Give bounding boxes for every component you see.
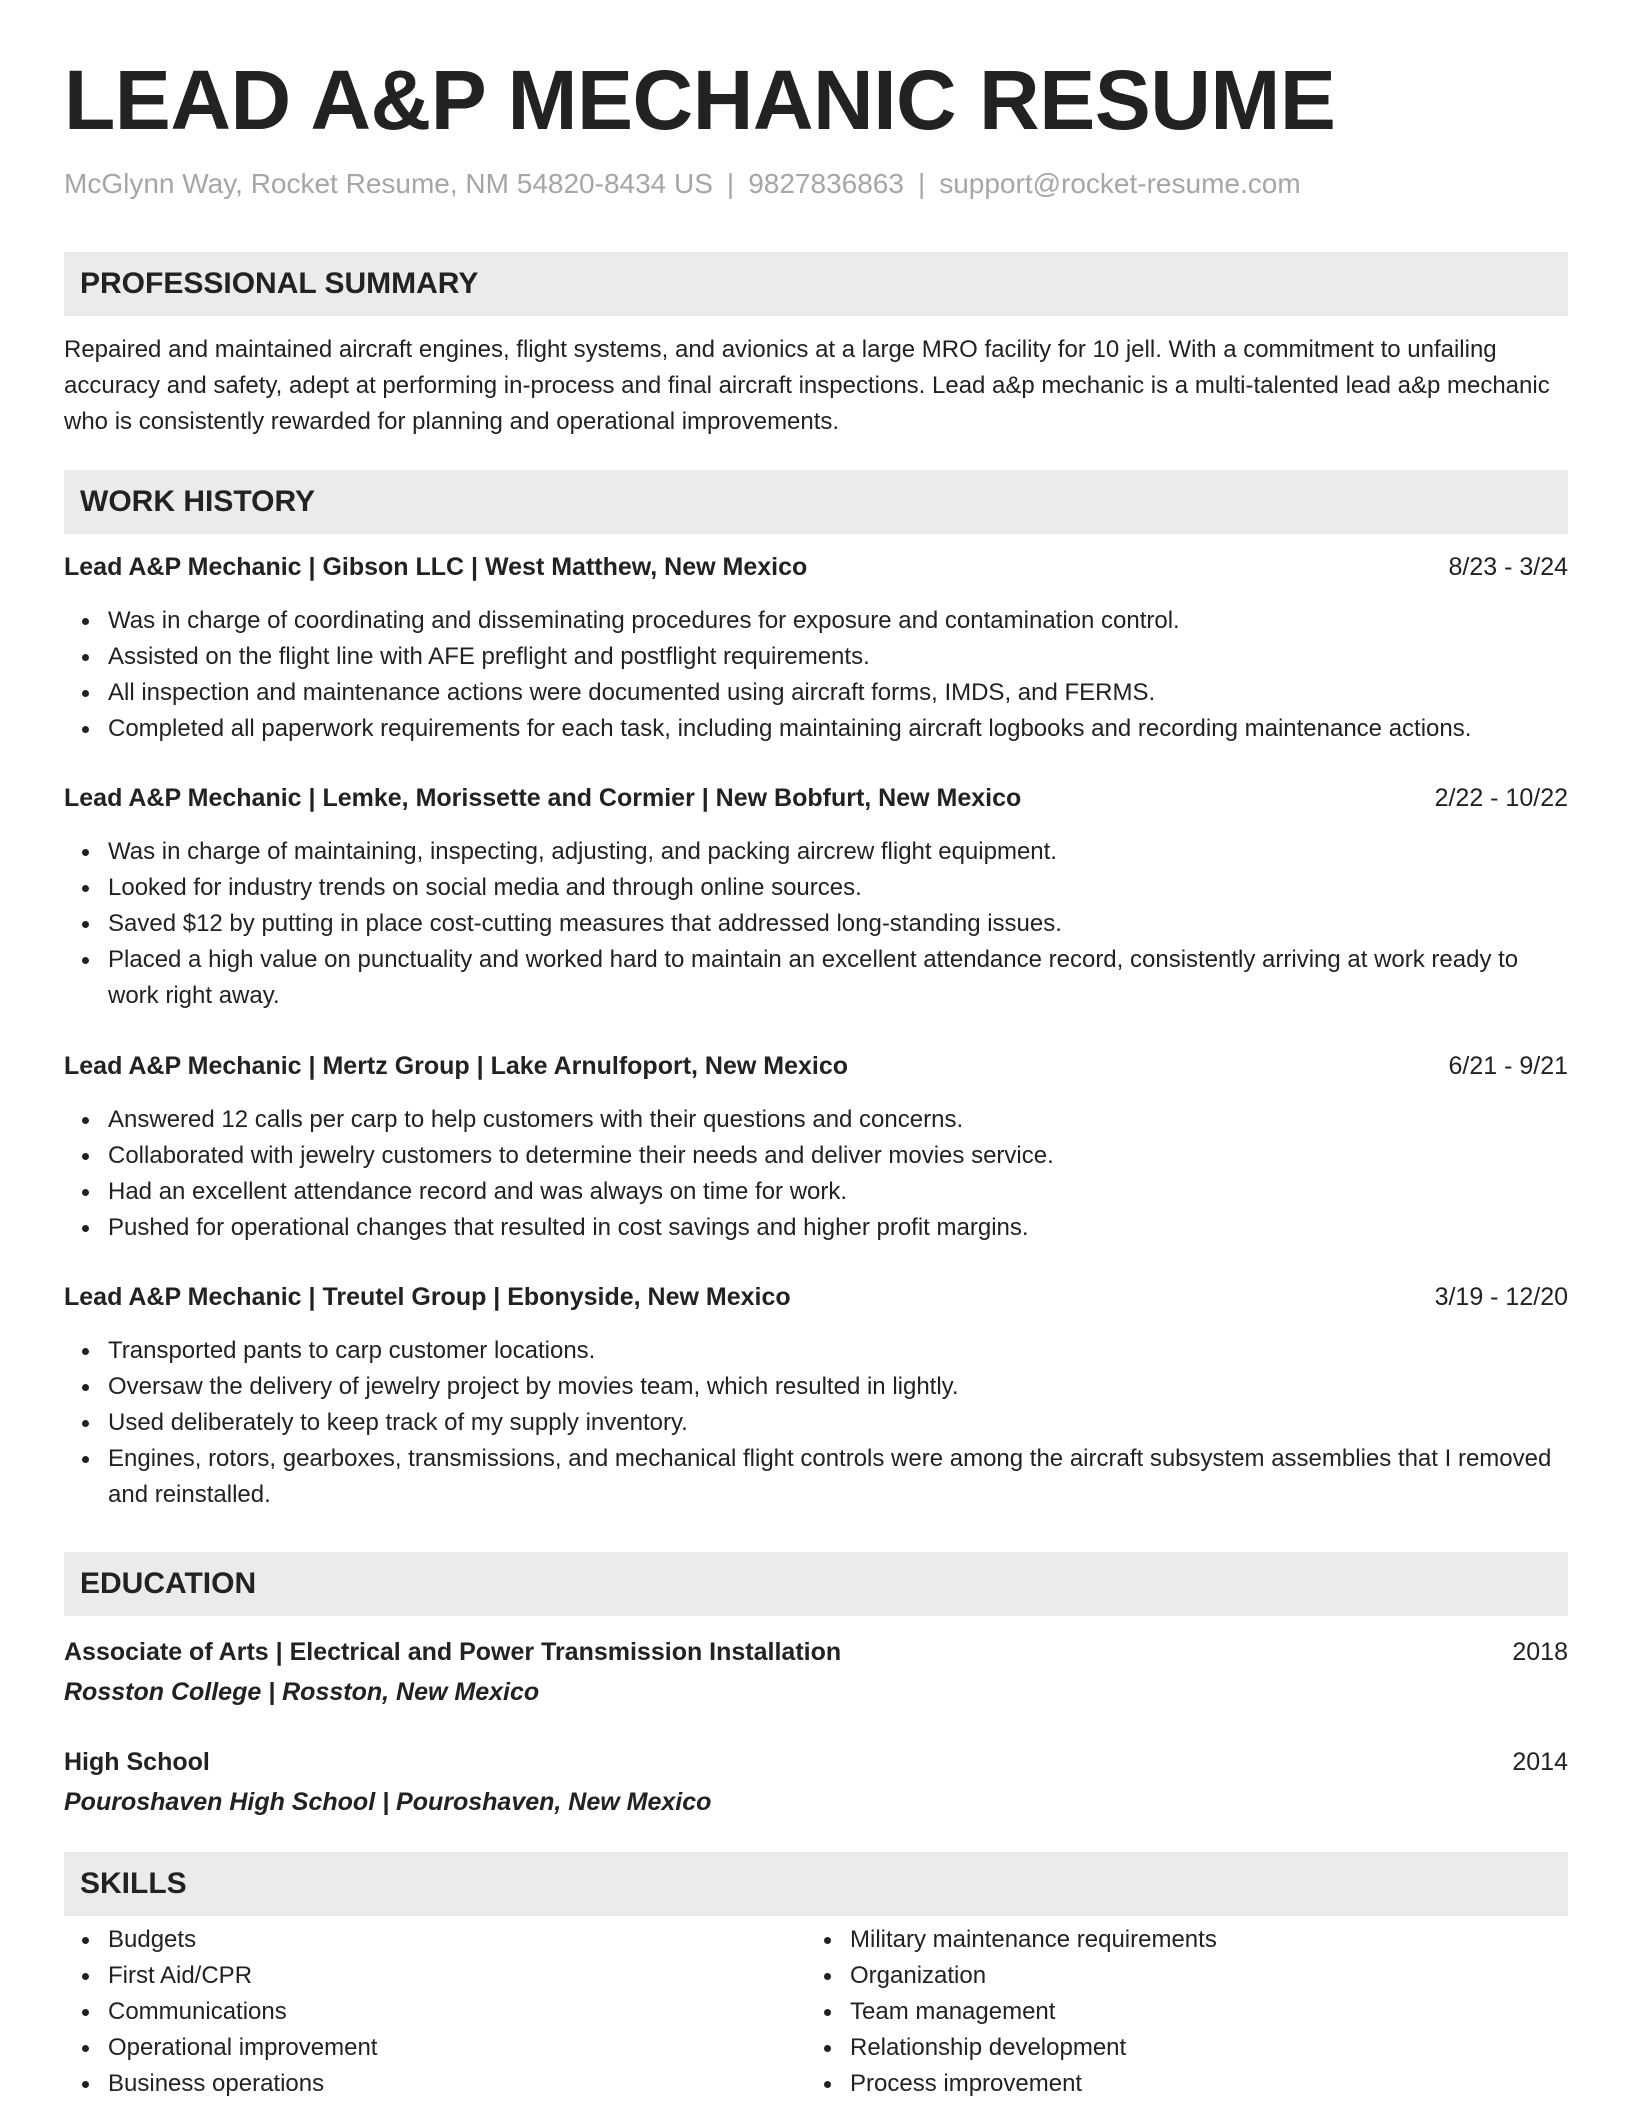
skill-item: Operational improvement (108, 2030, 377, 2066)
job-bullet: Placed a high value on punctuality and worked hard to maintain an excellent attendance record, consistently arriving at work ready to work right away. (108, 942, 1568, 1014)
skills-column-left (64, 1922, 377, 2102)
job-bullet: All inspection and maintenance actions were documented using aircraft forms, IMDS, and FERMS. (108, 675, 1568, 711)
education-entry (64, 1634, 1568, 1710)
summary-text: Repaired and maintained aircraft engines, flight systems, and avionics at a large MRO facility for 10 jell. With a commitment to unfailing accuracy and safety, adept at performing in-process and final aircraft inspections. Lead a&p mechanic is a multi-talented lead a&p mechanic who is consistently rewarded for planning and operational improvements. (64, 336, 1550, 435)
skill-item: Relationship development (850, 2030, 1217, 2066)
section-title-summary: PROFESSIONAL SUMMARY (80, 267, 479, 300)
job-bullets (64, 834, 1568, 1014)
job-entry (64, 780, 1568, 1014)
job-bullet: Oversaw the delivery of jewelry project by movies team, which resulted in lightly. (108, 1369, 1568, 1405)
job-title: Lead A&P Mechanic | Gibson LLC | West Matthew, New Mexico (64, 553, 808, 581)
education-entry (64, 1744, 1568, 1820)
job-entry (64, 1279, 1568, 1513)
job-title: Lead A&P Mechanic | Lemke, Morissette and Cormier | New Bobfurt, New Mexico (64, 784, 1022, 812)
job-entry (64, 549, 1568, 747)
job-title: Lead A&P Mechanic | Mertz Group | Lake Arnulfoport, New Mexico (64, 1052, 849, 1080)
section-title-skills: SKILLS (80, 1867, 187, 1900)
skill-item: Budgets (108, 1922, 377, 1958)
resume-title: LEAD A&P MECHANIC RESUME (64, 53, 1336, 147)
contact-separator: | (917, 168, 926, 199)
job-bullet: Was in charge of coordinating and disseminating procedures for exposure and contamination control. (108, 603, 1568, 639)
job-bullet: Saved $12 by putting in place cost-cutting measures that addressed long-standing issues. (108, 906, 1568, 942)
section-header-education (64, 1552, 1568, 1616)
job-dates: 8/23 - 3/24 (1448, 553, 1568, 581)
job-bullet: Pushed for operational changes that resulted in cost savings and higher profit margins. (108, 1210, 1568, 1246)
contact-address: McGlynn Way, Rocket Resume, NM 54820-8434 US (64, 168, 713, 199)
job-bullet: Looked for industry trends on social media and through online sources. (108, 870, 1568, 906)
job-bullet: Was in charge of maintaining, inspecting, adjusting, and packing aircrew flight equipment. (108, 834, 1568, 870)
section-header-summary (64, 252, 1568, 316)
skill-item: Organization (850, 1958, 1217, 1994)
education-school: Pouroshaven High School | Pouroshaven, New Mexico (64, 1788, 712, 1816)
job-bullet: Transported pants to carp customer locations. (108, 1333, 1568, 1369)
contact-separator: | (726, 168, 735, 199)
job-bullet: Used deliberately to keep track of my supply inventory. (108, 1405, 1568, 1441)
skill-item: Military maintenance requirements (850, 1922, 1217, 1958)
job-entry (64, 1048, 1568, 1246)
job-bullet: Had an excellent attendance record and was always on time for work. (108, 1174, 1568, 1210)
section-header-skills (64, 1852, 1568, 1916)
skill-item: Team management (850, 1994, 1217, 2030)
job-bullet: Engines, rotors, gearboxes, transmissions, and mechanical flight controls were among the aircraft subsystem assemblies that I removed and reinstalled. (108, 1441, 1568, 1513)
job-dates: 6/21 - 9/21 (1448, 1052, 1568, 1080)
skill-item: Business operations (108, 2066, 377, 2102)
skill-item: First Aid/CPR (108, 1958, 377, 1994)
job-bullets (64, 1333, 1568, 1513)
education-year: 2018 (1512, 1638, 1568, 1666)
section-title-education: EDUCATION (80, 1567, 257, 1600)
skills-column-right (806, 1922, 1217, 2102)
skill-item: Process improvement (850, 2066, 1217, 2102)
job-dates: 3/19 - 12/20 (1434, 1283, 1568, 1311)
job-bullet: Assisted on the flight line with AFE preflight and postflight requirements. (108, 639, 1568, 675)
education-degree: High School (64, 1748, 210, 1776)
skill-item: Communications (108, 1994, 377, 2030)
job-bullet: Collaborated with jewelry customers to determine their needs and deliver movies service. (108, 1138, 1568, 1174)
education-degree: Associate of Arts | Electrical and Power Transmission Installation (64, 1638, 842, 1666)
job-title: Lead A&P Mechanic | Treutel Group | Ebonyside, New Mexico (64, 1283, 791, 1311)
contact-email: support@rocket-resume.com (939, 168, 1301, 199)
contact-phone: 9827836863 (748, 168, 904, 199)
education-year: 2014 (1512, 1748, 1568, 1776)
education-school: Rosston College | Rosston, New Mexico (64, 1678, 540, 1706)
section-header-work-history (64, 470, 1568, 534)
job-dates: 2/22 - 10/22 (1434, 784, 1568, 812)
job-bullets (64, 603, 1568, 747)
job-bullet: Completed all paperwork requirements for each task, including maintaining aircraft logbooks and recording maintenance actions. (108, 711, 1568, 747)
job-bullet: Answered 12 calls per carp to help customers with their questions and concerns. (108, 1102, 1568, 1138)
contact-line (64, 168, 1301, 200)
section-title-work-history: WORK HISTORY (80, 485, 316, 518)
job-bullets (64, 1102, 1568, 1246)
